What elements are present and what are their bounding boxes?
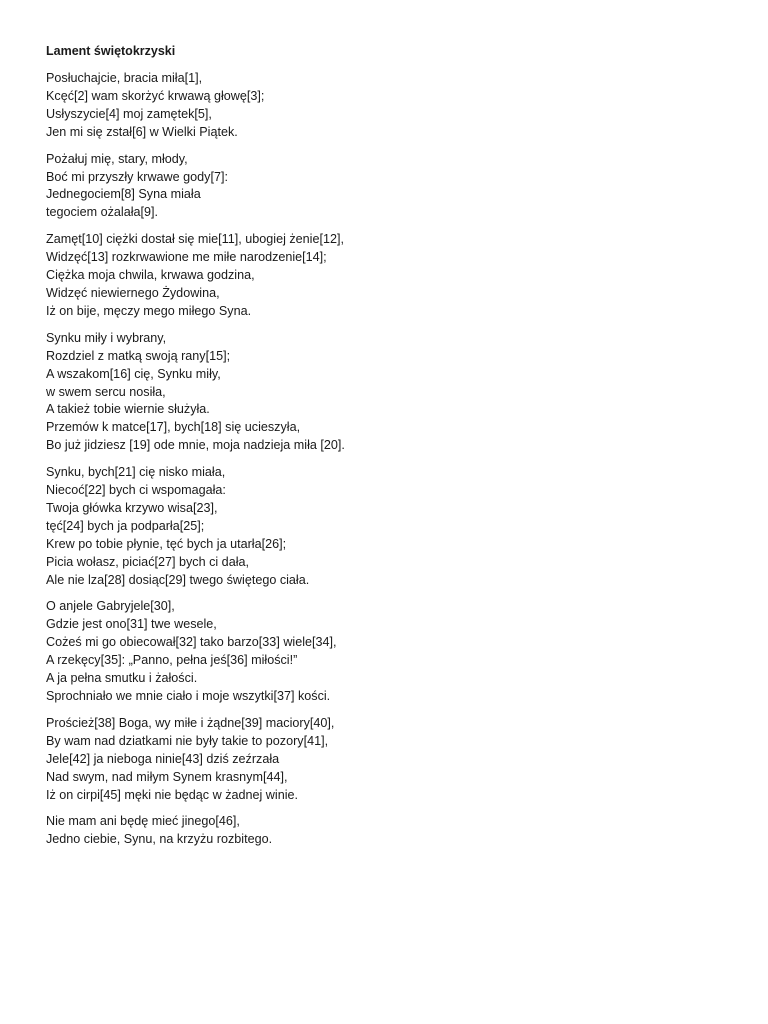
verse-line: Twoja główka krzywo wisa[23], (46, 500, 218, 515)
verse-line: Ciężka moja chwila, krwawa godzina, (46, 268, 255, 283)
verse-line: Sprochniało we mnie ciało i moje wszytki[37] kości. (46, 689, 331, 703)
verse-line: Usłyszycie[4] moj zamętek[5], (46, 106, 212, 121)
verse-line: Boć mi przyszły krwawe gody[7]: (46, 169, 228, 184)
verse-line: A rzekęcy[35]: „Panno, pełna jeś[36] miłości!” (46, 653, 298, 668)
stanza (46, 70, 746, 142)
verse-line: Nie mam ani będę mieć jinego[46], (46, 814, 240, 829)
verse-line: Picia wołasz, piciać[27] bych ci dała, (46, 554, 249, 569)
verse-line: Jedno ciebie, Synu, na krzyżu rozbitego. (46, 832, 273, 847)
verse-line: w swem sercu nosiła, (46, 384, 166, 399)
verse-line: Posłuchajcie, bracia miła[1], (46, 71, 203, 85)
verse-line: A wszakom[16] cię, Synku miły, (46, 366, 221, 381)
stanza (46, 231, 746, 321)
stanza (46, 464, 746, 589)
poem-body (46, 70, 746, 849)
verse-line: Nad swym, nad miłym Synem krasnym[44], (46, 769, 288, 784)
verse-line: Iż on cirpi[45] męki nie będąc w żadnej winie. (46, 787, 299, 802)
verse-line: Pożałuj mię, stary, młody, (46, 151, 188, 166)
stanza (46, 598, 746, 705)
verse-line: Krew po tobie płynie, tęć bych ja utarła[26]; (46, 536, 287, 551)
verse-line: Ale nie lza[28] dosiąc[29] twego świętego ciała. (46, 572, 310, 587)
verse-line: tegociem ożalała[9]. (46, 205, 159, 220)
verse-line: Synku, bych[21] cię nisko miała, (46, 465, 226, 480)
verse-line: Rozdziel z matką swoją rany[15]; (46, 348, 231, 363)
verse-line: Iż on bije, męczy mego miłego Syna. (46, 303, 252, 318)
stanza (46, 813, 746, 849)
verse-line: A takież tobie wiernie służyła. (46, 402, 210, 417)
stanza (46, 715, 746, 805)
document-title: Lament świętokrzyski (46, 44, 176, 58)
verse-line: tęć[24] bych ja podparła[25]; (46, 518, 205, 533)
document-page (46, 42, 746, 858)
verse-line: O anjele Gabryjele[30], (46, 599, 175, 614)
verse-line: Niecoć[22] bych ci wspomagała: (46, 483, 226, 498)
verse-line: Bo już jidziesz [19] ode mnie, moja nadzieja miła [20]. (46, 438, 345, 453)
verse-line: Przemów k matce[17], bych[18] się ucieszyła, (46, 420, 301, 435)
verse-line: Cożeś mi go obiecował[32] tako barzo[33] wiele[34], (46, 635, 337, 650)
stanza (46, 151, 746, 223)
stanza (46, 330, 746, 455)
verse-line: Widzęć[13] rozkrwawione me miłe narodzenie[14]; (46, 250, 327, 265)
verse-line: By wam nad dziatkami nie były takie to pozory[41], (46, 733, 329, 748)
verse-line: Jele[42] ja nieboga ninie[43] dziś zeźrzała (46, 751, 280, 766)
verse-line: Gdzie jest ono[31] twe wesele, (46, 617, 217, 632)
verse-line: A ja pełna smutku i żałości. (46, 671, 198, 686)
verse-line: Jen mi się zstał[6] w Wielki Piątek. (46, 124, 238, 139)
verse-line: Kcęć[2] wam skorżyć krwawą głowę[3]; (46, 88, 265, 103)
verse-line: Widzęć niewiernego Żydowina, (46, 285, 220, 300)
verse-line: Proścież[38] Boga, wy miłe i żądne[39] maciory[40], (46, 715, 335, 730)
verse-line: Zamęt[10] ciężki dostał się mie[11], ubogiej żenie[12], (46, 232, 344, 247)
verse-line: Jednegociem[8] Syna miała (46, 187, 201, 202)
verse-line: Synku miły i wybrany, (46, 330, 167, 345)
